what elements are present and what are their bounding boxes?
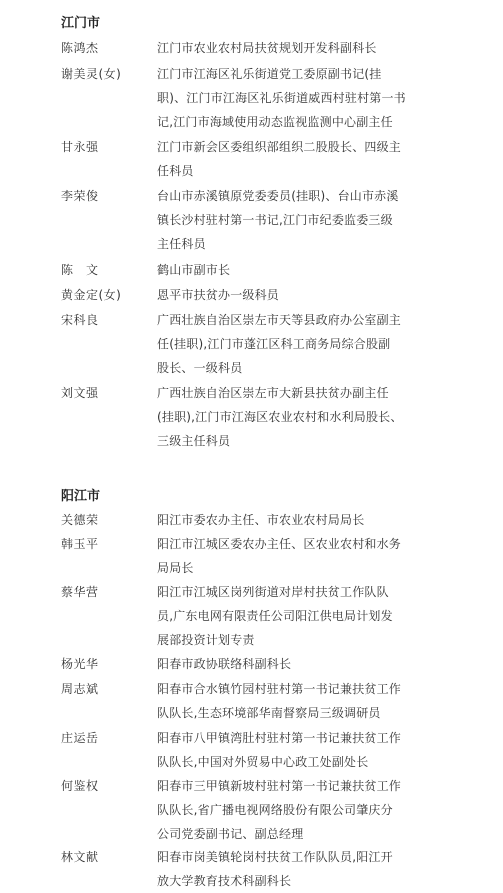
title-line: 阳江市委农办主任、市农业农村局局长 xyxy=(157,513,365,527)
title-line: 恩平市扶贫办一级科员 xyxy=(157,288,280,302)
title-line: 队队长,生态环境部华南督察局三级调研员 xyxy=(157,706,381,720)
person-title xyxy=(157,652,447,676)
title-line: 展部投资计划专责 xyxy=(157,633,255,647)
title-line: 阳春市政协联络科副科长 xyxy=(157,657,292,671)
title-line: 三级主任科员 xyxy=(157,434,231,448)
title-line: 股长、一级科员 xyxy=(157,361,243,375)
title-line: 队队长,省广播电视网络股份有限公司肇庆分 xyxy=(157,803,393,817)
person-title xyxy=(157,532,447,580)
title-line: 江门市新会区委组织部组织二股股长、四级主 xyxy=(157,140,402,154)
person-title xyxy=(157,381,447,453)
person-title xyxy=(157,774,447,846)
title-line: 江门市江海区礼乐街道党工委原副书记(挂 xyxy=(157,67,382,81)
person-name: 陈鸿杰 xyxy=(61,41,99,55)
section-title-yangjiang: 阳江市 xyxy=(61,489,101,504)
title-line: 任(挂职),江门市蓬江区科工商务局综合股副 xyxy=(157,337,391,351)
person-title xyxy=(157,726,447,774)
person-name: 关德荣 xyxy=(61,513,99,527)
person-name: 蔡华营 xyxy=(61,585,99,599)
person-name: 甘永强 xyxy=(61,140,99,154)
title-line: 局局长 xyxy=(157,561,194,575)
title-line: 队队长,中国对外贸易中心政工处副处长 xyxy=(157,755,369,769)
person-name: 陈 文 xyxy=(61,263,99,277)
person-name: 林文献 xyxy=(61,850,99,864)
person-title xyxy=(157,845,447,893)
person-name: 韩玉平 xyxy=(61,537,99,551)
title-line: 广西壮族自治区崇左市大新县扶贫办副主任 xyxy=(157,386,389,400)
person-name: 周志斌 xyxy=(61,682,99,696)
title-line: 阳江市江城区岗列街道对岸村扶贫工作队队 xyxy=(157,585,389,599)
title-line: 阳春市八甲镇湾肚村驻村第一书记兼扶贫工作 xyxy=(157,731,402,745)
person-title xyxy=(157,36,447,60)
title-line: 鹤山市副市长 xyxy=(157,263,231,277)
title-line: 镇长沙村驻村第一书记,江门市纪委监委三级 xyxy=(157,213,393,227)
person-title xyxy=(157,308,447,380)
title-line: 台山市赤溪镇原党委委员(挂职)、台山市赤溪 xyxy=(157,189,399,203)
title-line: 放大学教育技术科副科长 xyxy=(157,874,292,888)
person-name: 黄金定(女) xyxy=(61,288,122,302)
title-line: 主任科员 xyxy=(157,237,206,251)
title-line: (挂职),江门市江海区农业农村和水利局股长、 xyxy=(157,410,403,424)
person-title xyxy=(157,135,447,183)
person-name: 杨光华 xyxy=(61,657,99,671)
title-line: 记,江门市海域使用动态监视监测中心副主任 xyxy=(157,115,393,129)
person-name: 李荣俊 xyxy=(61,189,99,203)
section-title-jiangmen: 江门市 xyxy=(61,16,101,31)
person-title xyxy=(157,258,447,282)
title-line: 江门市农业农村局扶贫规划开发科副科长 xyxy=(157,41,377,55)
title-line: 阳春市三甲镇新坡村驻村第一书记兼扶贫工作 xyxy=(157,779,402,793)
person-name: 宋科良 xyxy=(61,313,99,327)
person-title xyxy=(157,580,447,652)
person-title xyxy=(157,184,447,256)
title-line: 阳江市江城区委农办主任、区农业农村和水务 xyxy=(157,537,402,551)
title-line: 任科员 xyxy=(157,164,194,178)
title-line: 公司党委副书记、副总经理 xyxy=(157,827,304,841)
person-name: 庄运岳 xyxy=(61,731,99,745)
person-title xyxy=(157,508,447,532)
person-title xyxy=(157,677,447,725)
person-name: 何鉴权 xyxy=(61,779,99,793)
title-line: 广西壮族自治区崇左市天等县政府办公室副主 xyxy=(157,313,402,327)
title-line: 员,广东电网有限责任公司阳江供电局计划发 xyxy=(157,609,393,623)
person-title xyxy=(157,283,447,307)
title-line: 职)、江门市江海区礼乐街道威西村驻村第一书 xyxy=(157,91,406,105)
person-title xyxy=(157,62,447,134)
title-line: 阳春市岗美镇轮岗村扶贫工作队队员,阳江开 xyxy=(157,850,393,864)
person-name: 刘文强 xyxy=(61,386,99,400)
title-line: 阳春市合水镇竹园村驻村第一书记兼扶贫工作 xyxy=(157,682,402,696)
person-name: 谢美灵(女) xyxy=(61,67,122,81)
